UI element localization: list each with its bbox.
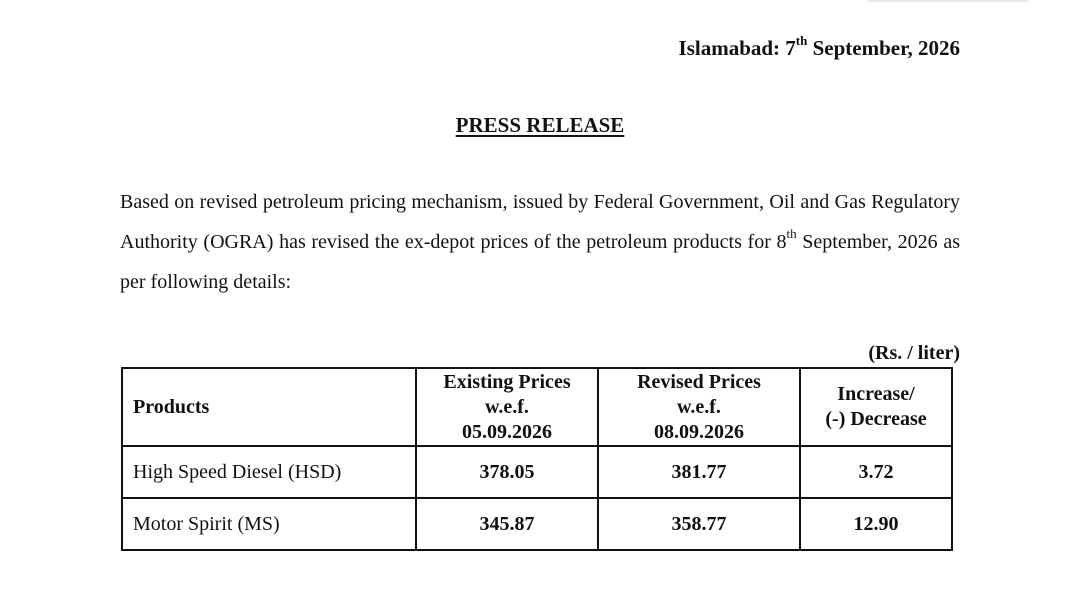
header-change-line-1: Increase/ — [837, 383, 915, 405]
unit-note: (Rs. / liter) — [868, 342, 960, 364]
header-change-line-2: (-) Decrease — [825, 408, 927, 430]
header-revised-line-1: Revised Prices — [637, 370, 761, 393]
header-products: Products — [122, 368, 416, 446]
header-revised-line-2: w.e.f. — [677, 395, 721, 418]
table-row-hsd — [122, 446, 952, 498]
header-increase-decrease — [800, 368, 952, 446]
body-paragraph — [120, 182, 960, 302]
table-header-row — [122, 368, 952, 446]
header-existing-line-1: Existing Prices — [443, 370, 571, 393]
price-table — [121, 367, 953, 551]
body-text-end: September, 2026 as per following details: — [120, 231, 960, 293]
dateline-date: September, 2026 — [807, 36, 960, 60]
header-existing-line-3: 05.09.2026 — [462, 420, 552, 443]
dateline — [678, 33, 960, 61]
cell-product: High Speed Diesel (HSD) — [122, 446, 416, 498]
body-text-main: Based on revised petroleum pricing mechanism, issued by Federal Government, Oil and Gas Regulatory Authority (OGRA) has revised the ex-depot prices of the petroleum products for 8 — [120, 191, 960, 253]
cell-revised-price: 358.77 — [598, 498, 800, 550]
header-revised-line-3: 08.09.2026 — [654, 420, 744, 443]
page-edge-shadow — [868, 0, 1028, 2]
dateline-place: Islamabad: 7 — [678, 36, 796, 60]
header-existing-prices — [416, 368, 598, 446]
cell-existing-price: 378.05 — [416, 446, 598, 498]
table-row-ms — [122, 498, 952, 550]
header-existing-line-2: w.e.f. — [485, 395, 529, 418]
cell-change: 3.72 — [800, 446, 952, 498]
header-revised-prices — [598, 368, 800, 446]
cell-existing-price: 345.87 — [416, 498, 598, 550]
cell-change: 12.90 — [800, 498, 952, 550]
cell-product: Motor Spirit (MS) — [122, 498, 416, 550]
press-release-title: PRESS RELEASE — [455, 113, 625, 137]
body-day-suffix: th — [786, 226, 797, 242]
dateline-day-suffix: th — [795, 33, 808, 48]
cell-revised-price: 381.77 — [598, 446, 800, 498]
